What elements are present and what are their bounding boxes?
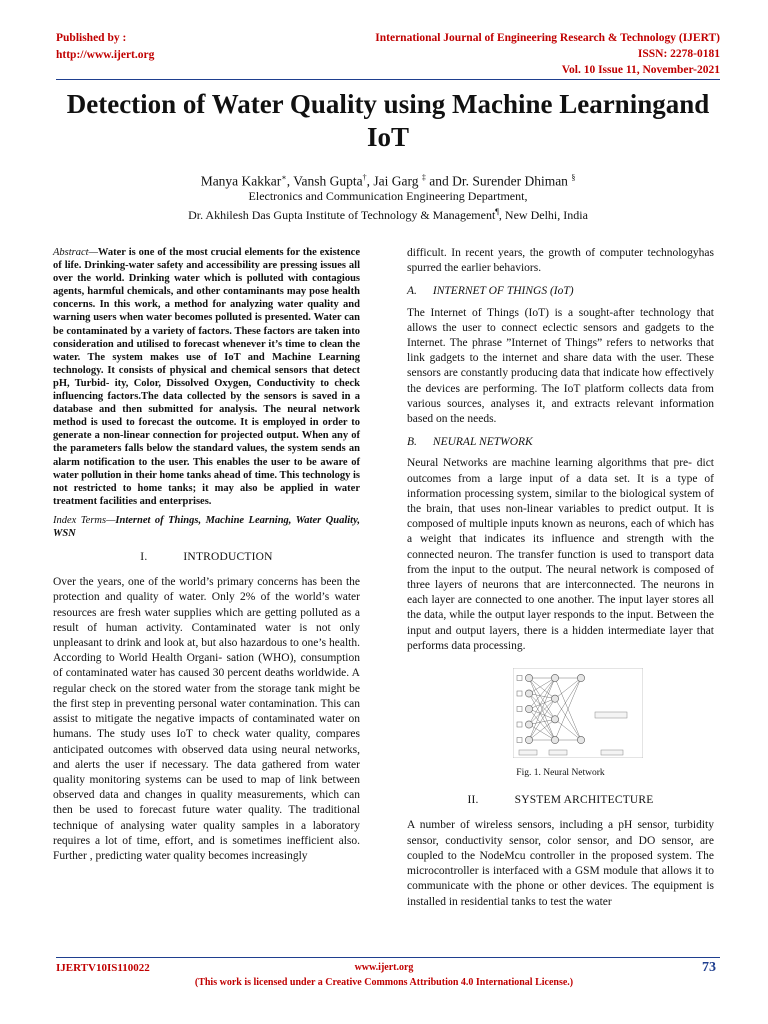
right-column xyxy=(407,246,714,910)
neural-network-diagram xyxy=(513,668,643,758)
author-mark: § xyxy=(571,173,576,182)
input-neuron xyxy=(525,690,532,697)
author-name: Manya Kakkar xyxy=(200,173,282,189)
hidden-neuron xyxy=(551,736,558,743)
volume-issue: Vol. 10 Issue 11, November-2021 xyxy=(561,64,720,76)
institute xyxy=(56,204,720,223)
subsection-heading-iot xyxy=(407,284,714,299)
section-title: INTRODUCTION xyxy=(183,551,273,564)
section-number: II. xyxy=(467,794,479,807)
introduction-continued: difficult. In recent years, the growth of computer technologyhas spurred the earlier behaviors. xyxy=(407,247,714,275)
system-architecture-text: A number of wireless sensors, including a pH sensor, turbidity sensor, conductivity sensor, color sensor, and DO sensor, are coupled to the NodeMcu controller in the proposed system. The microcontroller is interfaced with a GSM module that allows it to communicate with the phone or other devices. The equipment is installed in residential tanks to test the water xyxy=(407,819,714,908)
subsection-heading-neural-network xyxy=(407,435,714,450)
header-left xyxy=(56,30,154,64)
index-terms xyxy=(53,514,360,540)
input-marker xyxy=(517,691,522,696)
index-terms-label: Index Terms— xyxy=(53,514,116,526)
hidden-neuron xyxy=(551,695,558,702)
subsection-title: INTERNET OF THINGS (IoT) xyxy=(432,285,574,298)
author-mark: ‡ xyxy=(421,173,426,182)
diagram-label-box xyxy=(595,712,627,718)
subsection-title: NEURAL NETWORK xyxy=(432,436,533,449)
diagram-hidden-box xyxy=(549,750,567,755)
affiliation xyxy=(56,188,720,223)
author-line xyxy=(56,170,720,190)
input-marker xyxy=(517,707,522,712)
site-url-link[interactable]: http://www.ijert.org xyxy=(56,49,155,61)
author-name: , Vansh Gupta xyxy=(286,173,363,189)
abstract xyxy=(53,246,360,508)
abstract-label: Abstract— xyxy=(53,247,98,258)
institute-name: Dr. Akhilesh Das Gupta Institute of Technology & Management xyxy=(188,208,496,222)
output-neuron xyxy=(577,674,584,681)
left-column xyxy=(53,246,360,864)
license-notice: (This work is licensed under a Creative Commons Attribution 4.0 International License.) xyxy=(194,977,574,988)
subsection-number: B. xyxy=(407,436,417,449)
input-marker xyxy=(517,676,522,681)
section-title: SYSTEM ARCHITECTURE xyxy=(514,794,654,807)
published-by-label: Published by : xyxy=(56,32,127,44)
input-neuron xyxy=(525,705,532,712)
hidden-neuron xyxy=(551,716,558,723)
section-heading-system-architecture xyxy=(407,793,714,808)
institute-mark: ¶ xyxy=(495,207,499,216)
section-number: I. xyxy=(140,551,148,564)
journal-name: International Journal of Engineering Research & Technology (IJERT) xyxy=(375,32,720,44)
paper-title: Detection of Water Quality using Machine Learningand IoT xyxy=(66,89,710,152)
diagram-output-box xyxy=(601,750,623,755)
section-heading-introduction xyxy=(53,550,360,565)
index-terms-text: Internet of Things, Machine Learning, Water Quality, WSN xyxy=(53,514,360,539)
author-mark: † xyxy=(362,173,367,182)
hidden-neuron xyxy=(551,674,558,681)
header-divider xyxy=(56,79,720,80)
introduction-text: Over the years, one of the world’s primary concerns has been the protection and quality of water. Only 2% of the world’s water resources are fresh water supplies which are getting polluted as a result of human activity. Contaminated water is not only unpleasant to drink and look at, but also hazardous to one’s health. According to World Health Organi- sation (WHO), consumption of contaminated water has caused 30 percent deaths worldwide. A regular check on the stored water from the storage tank might be the first step in preventing personal water contamination. This can assist to mitigate the negative impacts of contaminated water on humans. The study uses IoT to check water quality, compares anticipated outcomes with observed data using neural networks, and alerts the user if necessary. The data gathered from water quality monitoring systems can be used to map of link between observed data and changes in quality measurements, which can then be used to forecast future water quality. The traditional technique of analysing water quality samples in a laboratory requires a lot of time, effort, and is sometimes inefficient also. Further , predicting water quality becomes increasingly xyxy=(53,576,360,862)
input-marker xyxy=(517,738,522,743)
figure-neural-network xyxy=(407,668,714,760)
institute-location: , New Delhi, India xyxy=(498,208,588,222)
neural-network-text: Neural Networks are machine learning algorithms that pre- dict outcomes from a large input of a data set. It is a type of information processing system, similar to the biological system of the brain, that uses non-linear variables to predict output. It is composed of multiple inputs known as neurons, each of which has a weight that indicates its influence and strength with the connected neuron. The transfer function is used to transport data from the input to the output. The neural network is composed of three layers of neurons that are interconnected. The neurons in each layer are connected to one another. The input layer stores all the data, while the output layer responds to the input. Between the input and output layers, there is a hidden intermediate layer that performs data processing. xyxy=(407,457,714,652)
author-mark: ∗ xyxy=(281,173,287,182)
input-marker xyxy=(517,722,522,727)
author-name: , Jai Garg xyxy=(366,173,422,189)
output-neuron xyxy=(577,736,584,743)
input-neuron xyxy=(525,721,532,728)
diagram-input-box xyxy=(519,750,537,755)
header-right xyxy=(375,30,720,78)
footer-site-link[interactable]: www.ijert.org xyxy=(354,962,414,973)
figure-caption: Fig. 1. Neural Network xyxy=(516,768,605,779)
subsection-number: A. xyxy=(407,285,417,298)
iot-text: The Internet of Things (IoT) is a sought-after technology that allows the user to connect eclectic sensors and gadgets to the Internet. The phrase ”Internet of Things” refers to networks that link gadgets to the internet and share data with the user. These sensors are constantly producing data that indicate how effectively the devices are performing. The IoT platform collects data from various sources, analyses it, and extracts relevant information based on the needs. xyxy=(407,306,714,426)
department: Electronics and Communication Engineering Department, xyxy=(248,189,528,203)
paper-id: IJERTV10IS110022 xyxy=(56,962,150,974)
page-number: 73 xyxy=(702,960,716,975)
input-neuron xyxy=(525,674,532,681)
abstract-text: Water is one of the most crucial elements for the existence of life. Drinking-water safety and accessibility are pressing issues all over the world. Drinking water which is polluted with contagious agents, harmful chemicals, and other contaminants may pose health concerns. In this work, a method for analyzing water quality and warning users when water becomes polluted is presented. Water can be contaminated by a variety of factors. These factors are taken into consideration and utilised to forecast whenever it’s time to clean the water. The system makes use of IoT and Machine Learning technology. It consists of physical and chemical sensors that detect pH, Turbid- ity, Color, Dissolved Oxygen, Conductivity to check influencing factors.The data collected by the sensors is saved in a database and then submitted for analysis. The neural network method is used to forecast the outcome. It is employed in order to generate a non-linear connection for projected output. When any of the parameters falls below the standard values, the system sends an alarm notification to the user. This enables the user to be aware of water pollution in their home tanks ahead of time. This technology is not restricted to home tanks; it may also be applied in water treatment facilities and enterprises. xyxy=(53,247,360,507)
footer-divider xyxy=(56,957,720,958)
author-name: and Dr. Surender Dhiman xyxy=(425,173,572,189)
issn: ISSN: 2278-0181 xyxy=(637,48,720,60)
input-neuron xyxy=(525,736,532,743)
